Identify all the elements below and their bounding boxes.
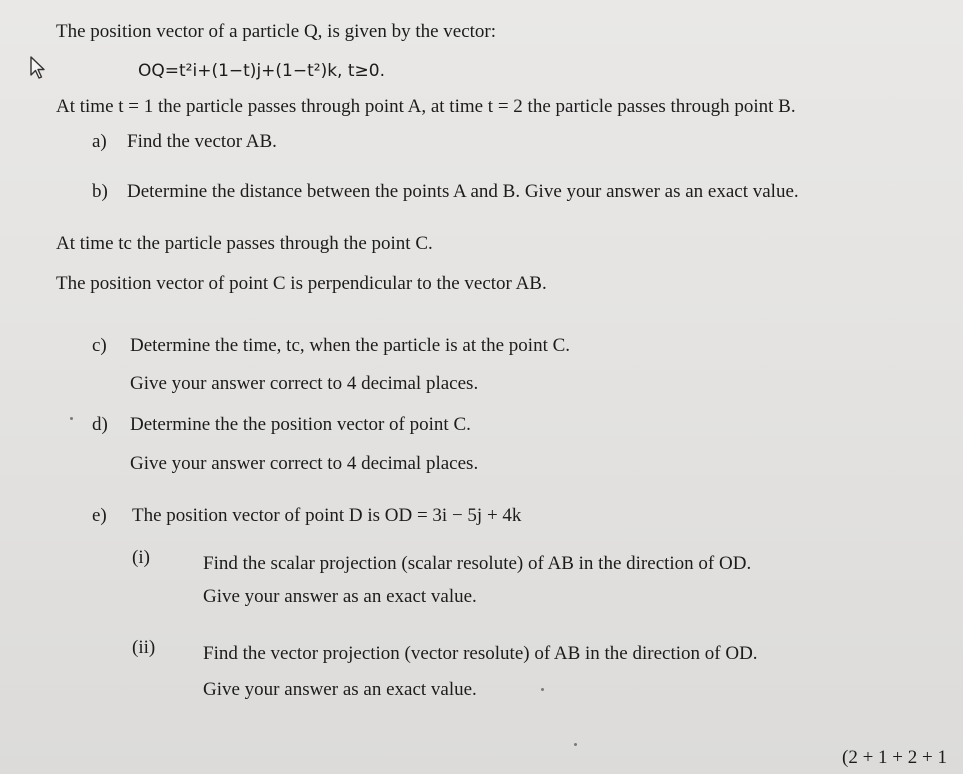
position-vector-equation: OQ=t²i+(1−t)j+(1−t²)k, t≥0. xyxy=(138,61,385,81)
paper-speck xyxy=(70,417,73,420)
part-e-i-line-2: Give your answer as an exact value. xyxy=(203,586,477,607)
part-c-line-2: Give your answer correct to 4 decimal places. xyxy=(130,373,479,394)
part-c-line-1: Determine the time, tc, when the particle is at the point C. xyxy=(130,335,571,356)
part-d-label: d) xyxy=(92,414,108,435)
part-e-ii-line-2: Give your answer as an exact value. xyxy=(203,679,477,700)
part-b-label: b) xyxy=(92,181,108,202)
part-a-label: a) xyxy=(92,131,107,152)
marks-allocation: (2 + 1 + 2 + 1 xyxy=(842,747,947,768)
part-e-label: e) xyxy=(92,505,107,526)
part-e-ii-line-1: Find the vector projection (vector resolute) of AB in the direction of OD. xyxy=(203,643,758,664)
part-d-line-2: Give your answer correct to 4 decimal places. xyxy=(130,453,479,474)
paper-speck xyxy=(574,743,577,746)
perpendicular-statement: The position vector of point C is perpendicular to the vector AB. xyxy=(56,273,547,294)
part-e-ii-label: (ii) xyxy=(132,637,156,658)
part-a-text: Find the vector AB. xyxy=(127,131,277,152)
part-e-text: The position vector of point D is OD = 3i − 5j + 4k xyxy=(132,505,522,526)
part-e-i-label: (i) xyxy=(132,547,150,568)
part-e-i-line-1: Find the scalar projection (scalar resolute) of AB in the direction of OD. xyxy=(203,553,752,574)
part-b-text: Determine the distance between the points A and B. Give your answer as an exact value. xyxy=(127,181,799,202)
point-c-statement: At time tc the particle passes through the point C. xyxy=(56,233,433,254)
part-c-label: c) xyxy=(92,335,107,356)
intro-line-2: At time t = 1 the particle passes through point A, at time t = 2 the particle passes through point B. xyxy=(56,96,796,117)
part-d-line-1: Determine the the position vector of point C. xyxy=(130,414,471,435)
intro-line-1: The position vector of a particle Q, is given by the vector: xyxy=(56,21,497,42)
mouse-cursor-icon xyxy=(29,55,47,81)
paper-speck xyxy=(541,688,544,691)
